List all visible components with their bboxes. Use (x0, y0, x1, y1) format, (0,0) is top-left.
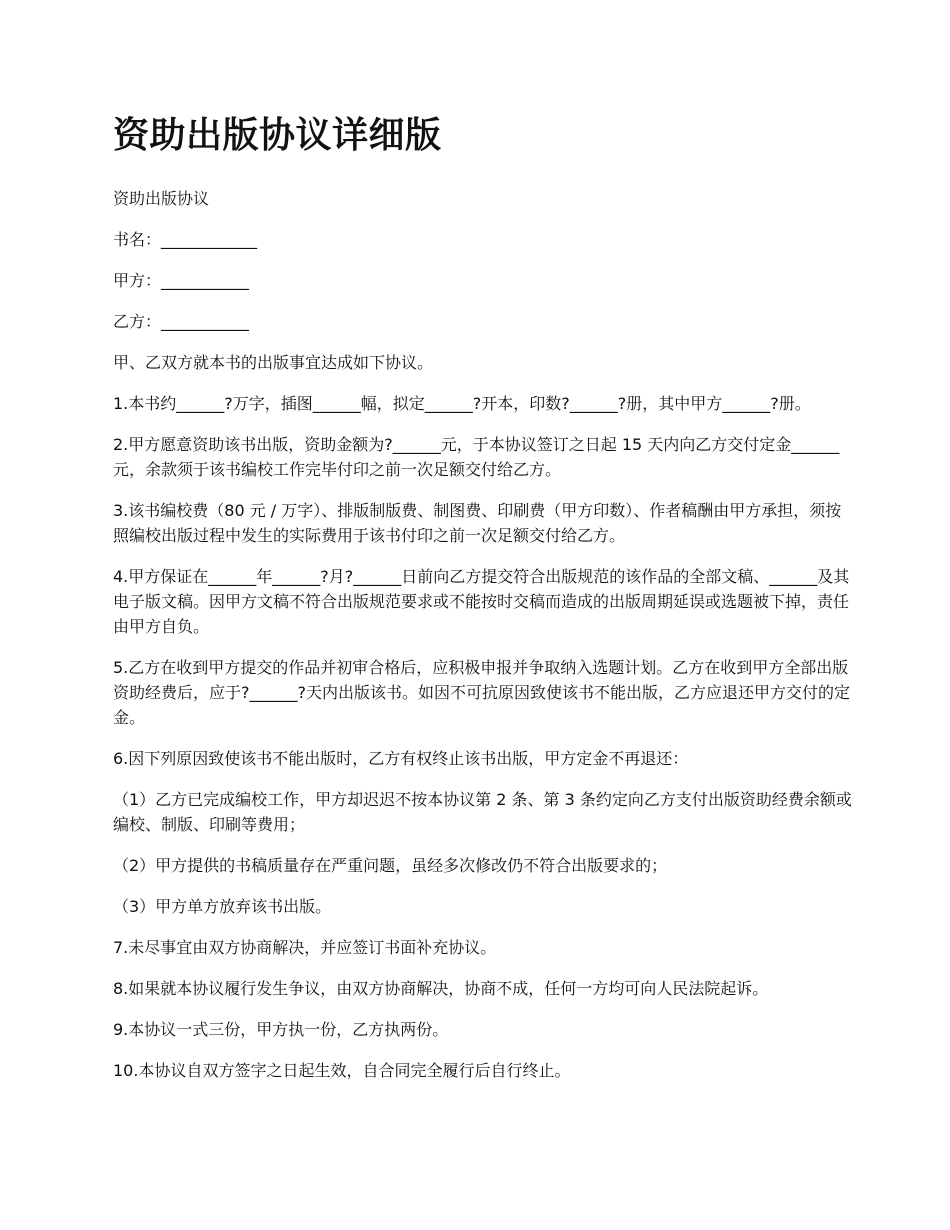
clause-2: 2.甲方愿意资助该书出版，资助金额为?______元，于本协议签订之日起 15 天内向乙方交付定金______元，余款须于该书编校工作完毕付印之前一次足额交付给乙方。 (113, 435, 840, 479)
clause-5: 5.乙方在收到甲方提交的作品并初审合格后，应积极申报并争取纳入选题计划。乙方在收到甲方全部出版资助经费后，应于?______?天内出版该书。如因不可抗原因致使该书不能出版，乙方应退还甲方交付的定金。 (113, 658, 850, 727)
document-page (113, 112, 853, 1099)
clause-6-item-2: （2）甲方提供的书稿质量存在严重问题，虽经多次修改仍不符合出版要求的； (113, 856, 668, 875)
clause-8: 8.如果就本协议履行发生争议，由双方协商解决，协商不成，任何一方均可向人民法院起诉。 (113, 979, 769, 998)
field-party-a: 甲方：___________ (113, 271, 250, 290)
field-book-name: 书名：____________ (113, 230, 258, 249)
clause-9: 9.本协议一式三份，甲方执一份，乙方执两份。 (113, 1020, 449, 1039)
field-party-b: 乙方：___________ (113, 312, 250, 331)
clause-7: 7.未尽事宜由双方协商解决，并应签订书面补充协议。 (113, 938, 497, 957)
clause-6-item-3: （3）甲方单方放弃该书出版。 (113, 897, 332, 916)
clause-3: 3.该书编校费（80 元 / 万字）、排版制版费、制图费、印刷费（甲方印数）、作者稿酬由甲方承担，须按照编校出版过程中发生的实际费用于该书付印之前一次足额交付给乙方。 (113, 501, 842, 545)
clause-6: 6.因下列原因致使该书不能出版时，乙方有权终止该书出版，甲方定金不再退还： (113, 749, 689, 768)
clause-4: 4.甲方保证在______年______?月?______日前向乙方提交符合出版规范的该作品的全部文稿、______及其电子版文稿。因甲方文稿不符合出版规范要求或不能按时交稿而造成的出版周期延误或选题被下掉，责任由甲方自负。 (113, 567, 850, 636)
document-subtitle: 资助出版协议 (113, 189, 210, 208)
intro-paragraph: 甲、乙双方就本书的出版事宜达成如下协议。 (113, 353, 434, 372)
clause-6-item-1: （1）乙方已完成编校工作，甲方却迟迟不按本协议第 2 条、第 3 条约定向乙方支付出版资助经费余额或编校、制版、印刷等费用； (113, 790, 852, 834)
document-title: 资助出版协议详细版 (113, 115, 442, 156)
clause-1: 1.本书约______?万字，插图______幅，拟定______?开本，印数?______?册，其中甲方______?册。 (113, 394, 811, 413)
clause-10: 10.本协议自双方签字之日起生效，自合同完全履行后自行终止。 (113, 1061, 571, 1080)
